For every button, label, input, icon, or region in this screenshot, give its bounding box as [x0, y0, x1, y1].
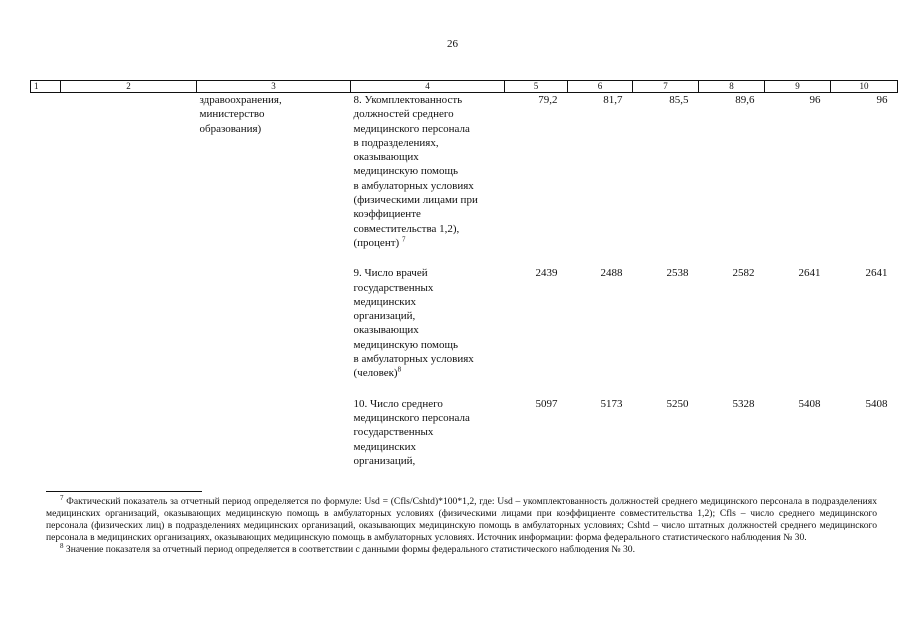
- footnote-mark: 8: [60, 542, 64, 551]
- value-cell: 85,5: [669, 94, 689, 106]
- indicator-line: должностей среднего: [353, 108, 454, 121]
- column-number-row: [31, 81, 898, 93]
- value-cell: 5328: [732, 397, 755, 410]
- table-row: [31, 266, 898, 380]
- footnotes: [46, 493, 877, 556]
- value-cell: 89,6: [735, 94, 755, 106]
- indicator-line: в подразделениях,: [353, 136, 439, 149]
- value-cell: 5250: [666, 397, 689, 410]
- footnote-separator: [46, 491, 202, 492]
- page-number: 26: [447, 38, 458, 50]
- table-row: [31, 397, 898, 468]
- indicator-line: совместительства 1,2),: [353, 222, 460, 235]
- indicator-line: организаций,: [353, 454, 416, 467]
- indicator-unit: (человек): [353, 367, 398, 380]
- indicator-line: 8. Укомплектованность: [353, 94, 463, 106]
- responsible-cell: [197, 93, 351, 251]
- value-cell: 2439: [535, 267, 558, 280]
- indicator-line: в амбулаторных условиях: [353, 353, 474, 366]
- column-number: 10: [831, 81, 898, 93]
- footnote-ref: 7: [401, 235, 406, 244]
- value-cell: 2641: [798, 267, 821, 280]
- indicator-cell: [351, 397, 505, 468]
- indicator-line: медицинскую помощь: [353, 338, 459, 351]
- footnote-8: [46, 544, 877, 556]
- value-cell: 81,7: [603, 94, 623, 106]
- indicator-line: 10. Число среднего: [353, 397, 443, 410]
- footnote-7: [46, 493, 877, 544]
- value-cell: 5408: [798, 397, 821, 410]
- value-cell: 5408: [865, 397, 888, 410]
- footnote-ref: 8: [397, 365, 402, 374]
- indicator-line: медицинского персонала: [353, 122, 470, 135]
- footnote-mark: 7: [60, 493, 64, 502]
- indicator-line: медицинского персонала: [353, 411, 470, 424]
- column-number: 3: [197, 81, 351, 93]
- indicator-line: 9. Число врачей: [353, 267, 428, 280]
- column-number: 4: [351, 81, 505, 93]
- column-number: 8: [699, 81, 765, 93]
- value-cell: 2538: [666, 267, 689, 280]
- column-number: 5: [505, 81, 568, 93]
- indicator-line: медицинских: [353, 295, 416, 308]
- column-number: 6: [568, 81, 633, 93]
- footnote-text: Значение показателя за отчетный период определяется в соответствии с данными формы федерального статистического наблюдения № 30.: [65, 544, 635, 556]
- indicator-line: государственных: [353, 281, 434, 294]
- indicator-line: медицинских: [353, 440, 416, 453]
- column-number: 9: [765, 81, 831, 93]
- value-cell: 5173: [600, 397, 623, 410]
- indicator-cell: [351, 266, 505, 380]
- indicator-cell: [351, 93, 505, 251]
- value-cell: 96: [809, 94, 821, 106]
- responsible-line: образования): [199, 122, 262, 135]
- indicator-unit: (процент): [353, 236, 400, 249]
- indicator-line: оказывающих: [353, 324, 419, 337]
- indicators-table: [30, 80, 898, 468]
- value-cell: 2488: [600, 267, 623, 280]
- value-cell: 2582: [732, 267, 755, 280]
- column-number: 2: [61, 81, 197, 93]
- value-cell: 79,2: [538, 94, 558, 106]
- column-number: 7: [633, 81, 699, 93]
- column-number: 1: [31, 81, 61, 93]
- indicator-line: коэффициенте: [353, 208, 421, 221]
- responsible-line: министерство: [199, 108, 265, 121]
- indicator-line: (физическими лицами при: [353, 194, 478, 207]
- table-row: [31, 93, 898, 251]
- indicator-line: организаций,: [353, 310, 416, 323]
- value-cell: 96: [876, 94, 888, 106]
- value-cell: 5097: [535, 397, 558, 410]
- footnote-text: Фактический показатель за отчетный период определяется по формуле: Usd = (Cfls/Cshtd)*100*1,2, где: Usd – укомплектованность должностей среднего медицинского персонала в подразделениях медицинских организаций, оказывающих медицинскую помощь в амбулаторных условиях (физическими лицами при коэффициенте совместительства 1,2); Cfls – число среднего медицинского персонала (физических лиц) в подразделениях медицинских организаций, оказывающих медицинскую помощь в амбулаторных условиях; Cshtd – число штатных должностей среднего медицинского персонала в медицинских организациях, оказывающих медицинскую помощь в амбулаторных условиях. Источник информации: форма федерального статистического наблюдения № 30.: [46, 496, 877, 544]
- indicator-line: медицинскую помощь: [353, 165, 459, 178]
- indicator-line: оказывающих: [353, 151, 419, 164]
- value-cell: 2641: [865, 267, 888, 280]
- indicator-line: государственных: [353, 426, 434, 439]
- indicator-line: в амбулаторных условиях: [353, 179, 474, 192]
- responsible-line: здравоохранения,: [199, 94, 282, 106]
